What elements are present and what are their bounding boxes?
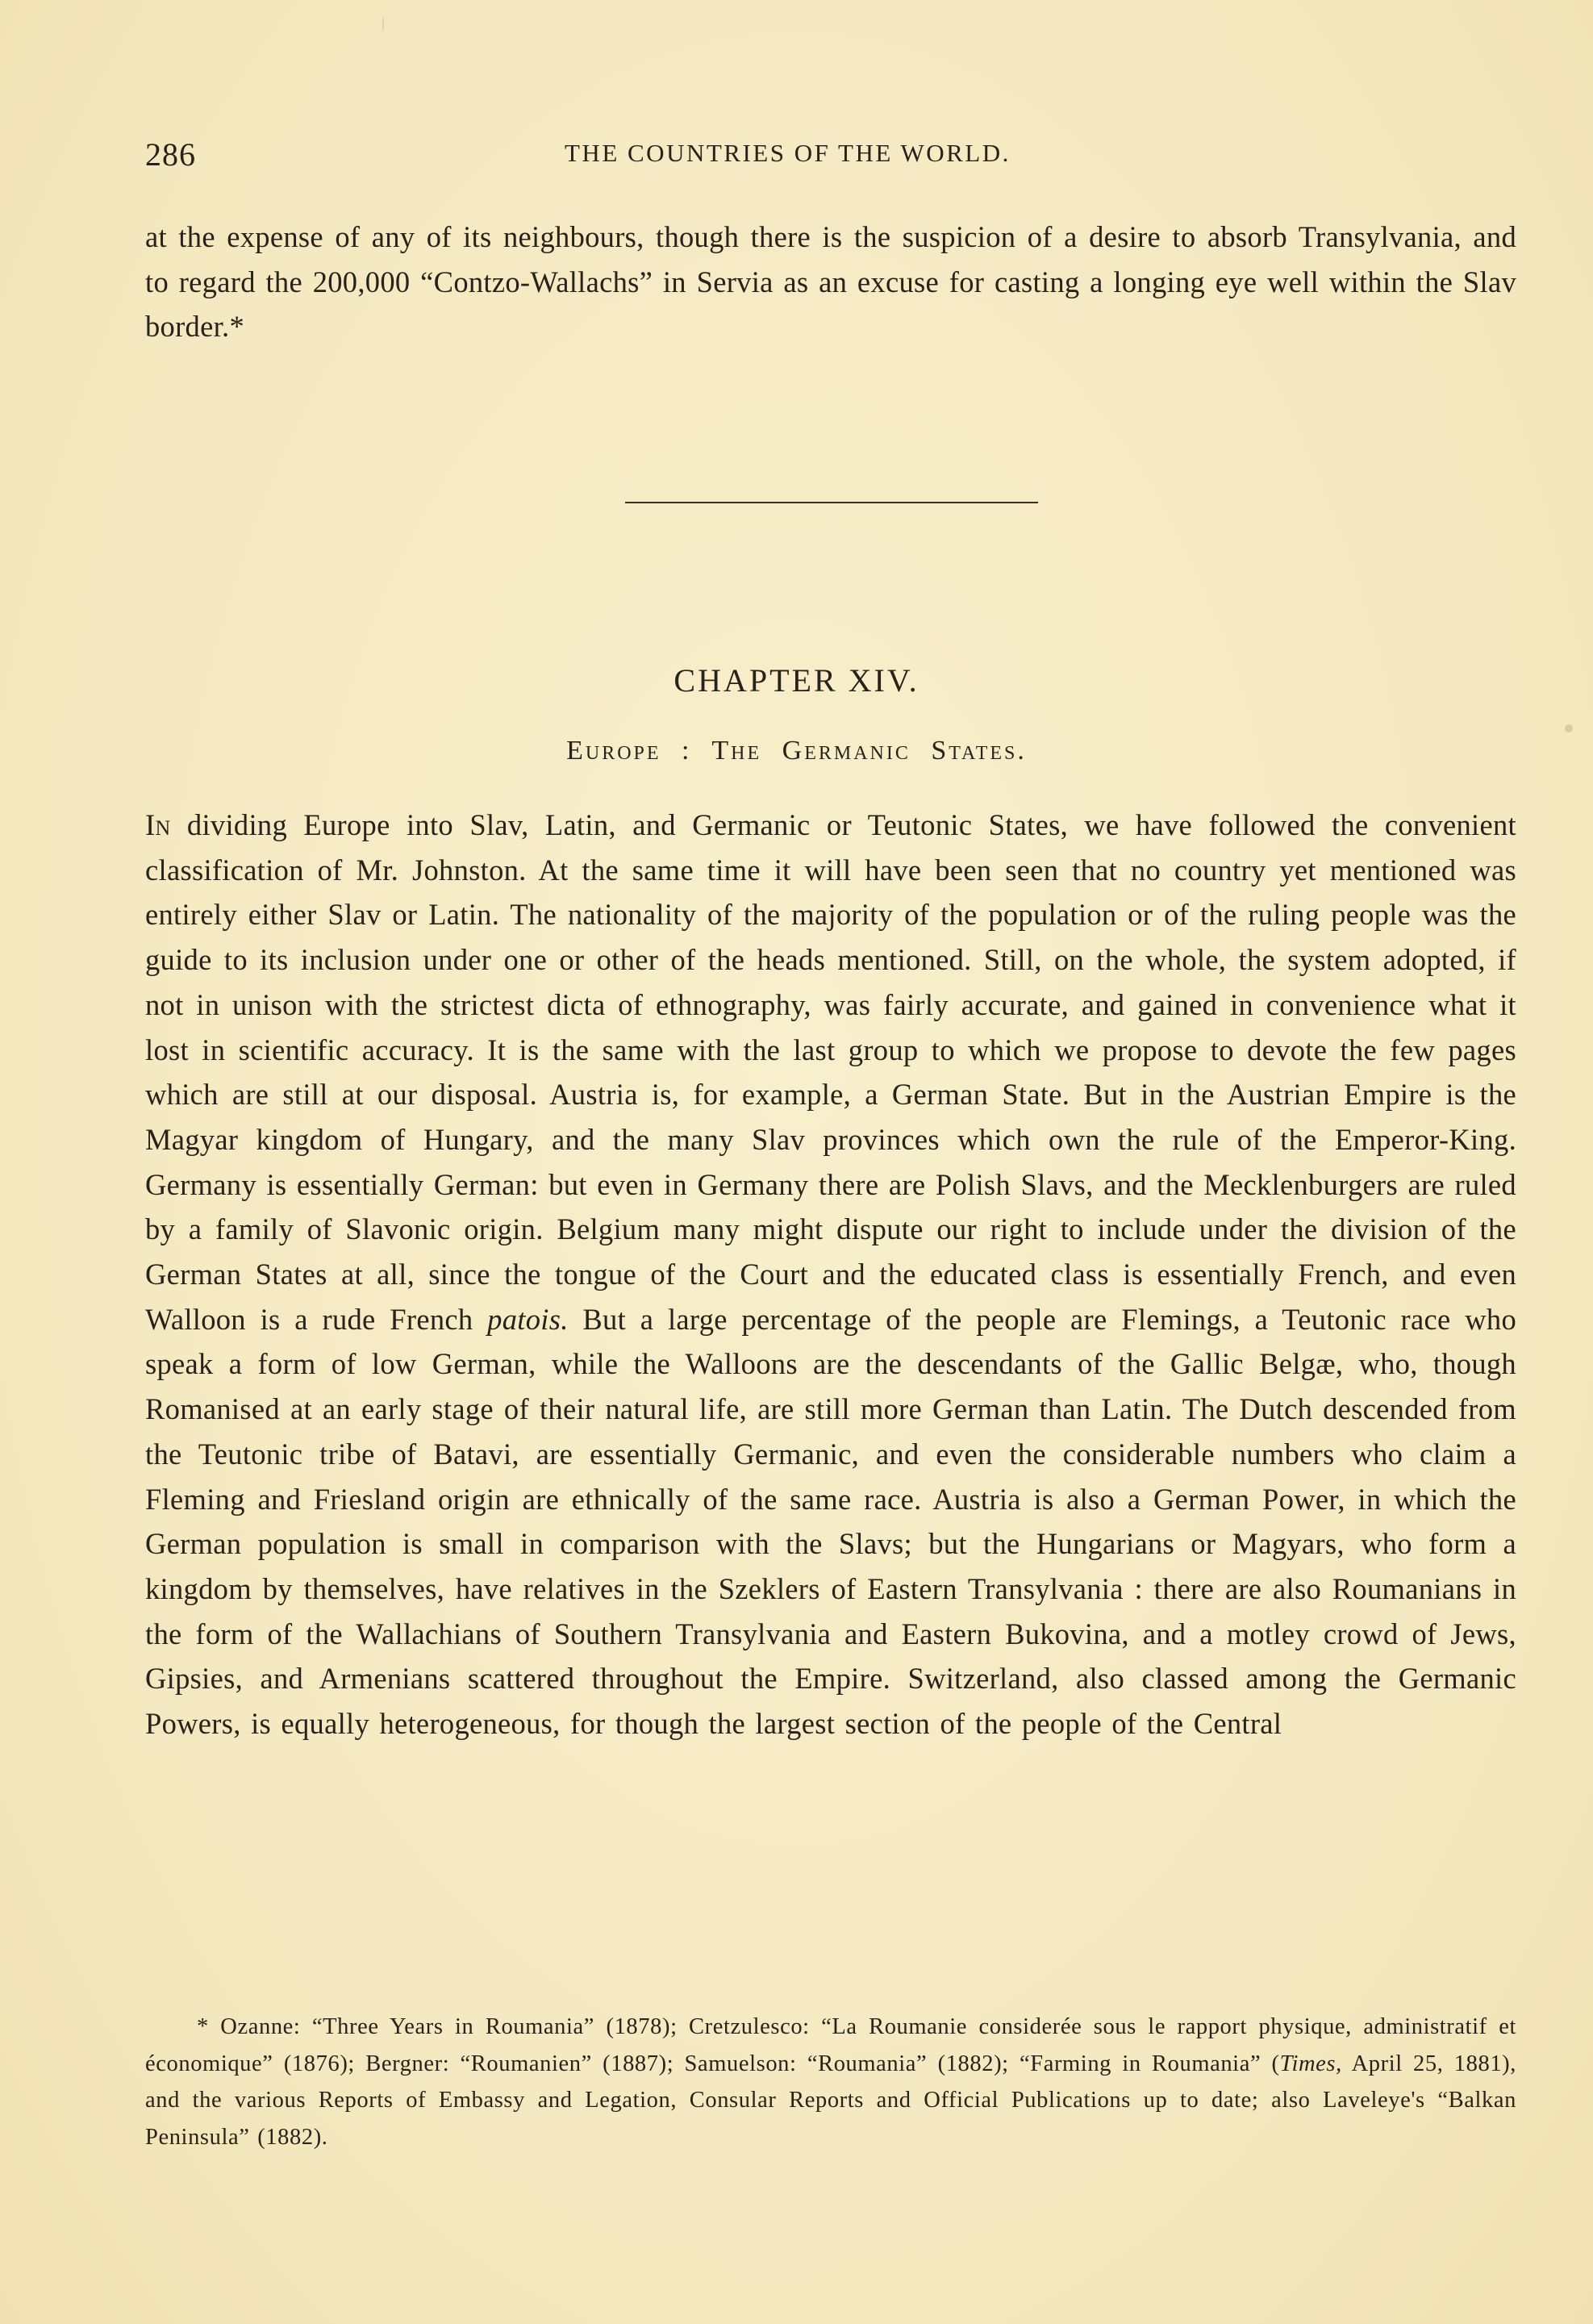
paper-spot [1565,724,1573,732]
drop-word: In [145,808,171,841]
body-text-part-2: But a large percentage of the people are Flemings, a Teutonic race who speak a form of low German, while the Walloons are the descendants of the Gallic Belgæ, who, though Romanised at an early stage of their natural life, are still more German than Latin. The Dutch descended from the Teutonic tribe of Batavi, are essentially Germanic, and even the considerable numbers who claim a Fleming and Friesland origin are ethnically of the same race. Austria is also a German Power, in which the German population is small in comparison with the Slavs; but the Hungarians or Magyars, who form a kingdom by themselves, have relatives in the Szeklers of Eastern Transylvania : there are also Roumanians in the form of the Wallachians of Southern Transylvania and Eastern Bukovina, and a motley crowd of Jews, Gipsies, and Armenians scattered throughout the Empire. Switzerland, also classed among the Germanic Powers, is equally heterogeneous, for though the largest section of the people of the Central [145,1302,1516,1741]
intro-paragraph: at the expense of any of its neighbours, though there is the suspicion of a desire to absorb Transylvania, and to regard the 200,000 “Contzo-Wallachs” in Servia as an excuse for casting a longing eye well within the Slav border.* [145,220,1516,344]
chapter-subtitle: Europe : The Germanic States. [566,736,1027,766]
section-divider [625,502,1038,503]
footnote-italic: Times, [1279,2051,1342,2076]
running-title: THE COUNTRIES OF THE WORLD. [565,139,1011,167]
footnote [145,2009,1516,2155]
chapter-title: CHAPTER XIV. [673,662,920,699]
running-head [145,136,1516,176]
footnote-part-1: * Ozanne: “Three Years in Roumania” (1878); Cretzulesco: “La Roumanie considerée sous le rapport physique, administratif et économique” (1876); Bergner: “Roumanien” (1887); Samuelson: “Roumania” (1882); “Farming in Roumania” ( [145,2014,1516,2076]
footnote-part-2: April 25, 1881), and the various Reports of Embassy and Legation, Consular Reports and Official Publications up to date; also Laveleye's “Balkan Peninsula” (1882). [145,2051,1517,2150]
page-number: 286 [145,136,196,173]
body-text-part-1: dividing Europe into Slav, Latin, and Germanic or Teutonic States, we have followed the convenient classification of Mr. Johnston. At the same time it will have been seen that no country yet mentioned was entirely either Slav or Latin. The nationality of the majority of the population or of the ruling people was the guide to its inclusion under one or other of the heads mentioned. Still, on the whole, the system adopted, if not in unison with the strictest dicta of ethnography, was fairly accurate, and gained in convenience what it lost in scientific accuracy. It is the same with the last group to which we propose to devote the few pages which are still at our disposal. Austria is, for example, a German State. But in the Austrian Empire is the Magyar kingdom of Hungary, and the many Slav provinces which own the rule of the Emperor-King. Germany is essentially German: but even in Germany there are Polish Slavs, and the Mecklenburgers are ruled by a family of Slavonic origin. Belgium many might dispute our right to include under the division of the German States at all, since the tongue of the Court and the educated class is essentially French, and even Walloon is a rude French [145,808,1516,1336]
italic-word: patois. [487,1302,569,1336]
body-paragraph [145,803,1516,1746]
paper-mark [382,18,384,31]
